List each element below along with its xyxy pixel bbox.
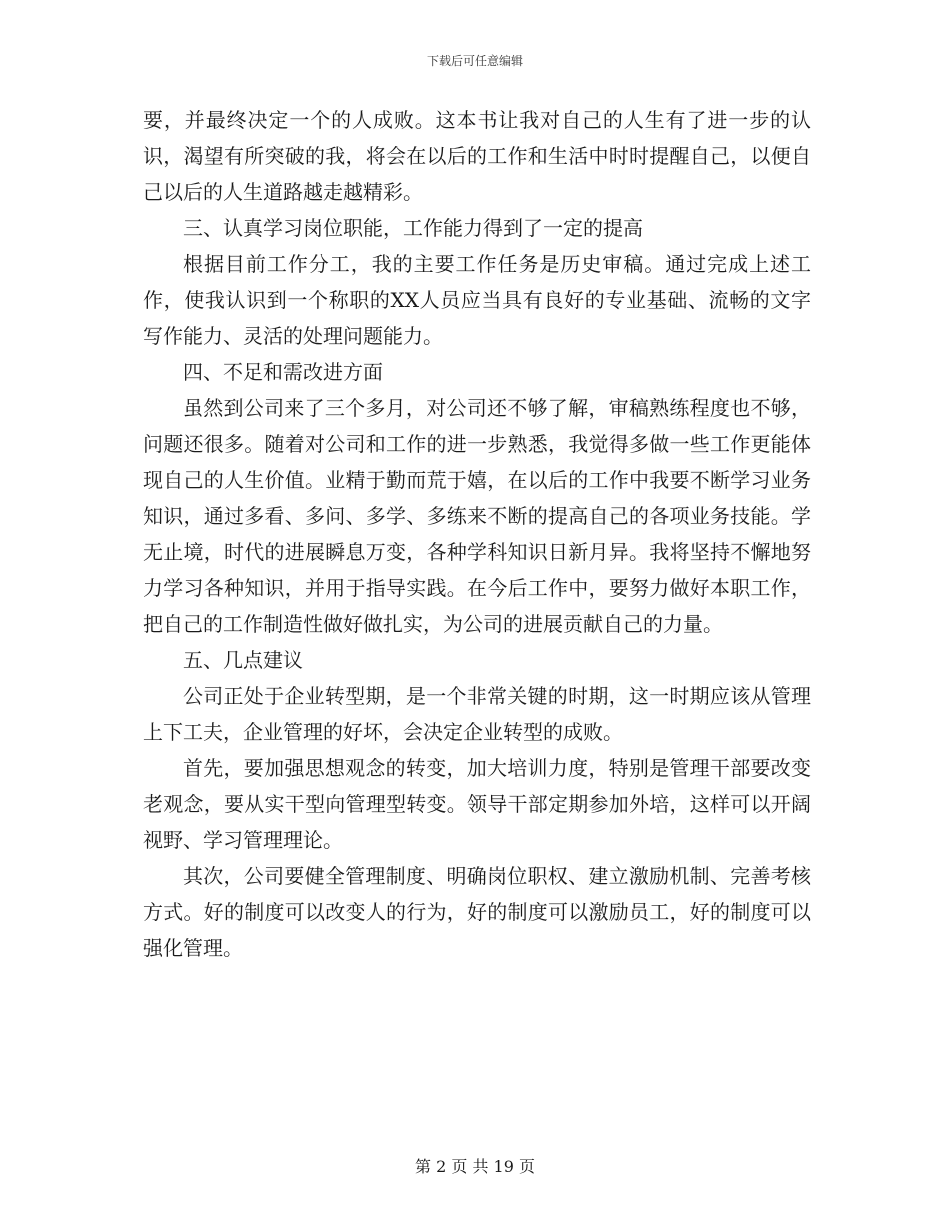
paragraph-intro-continuation: 要，并最终决定一个的人成败。这本书让我对自己的人生有了进一步的认识，渴望有所突破的我，将会在以后的工作和生活中时时提醒自己，以便自己以后的人生道路越走越精彩。 bbox=[143, 108, 811, 204]
page-header: 下载后可任意编辑 bbox=[426, 54, 523, 68]
document-body bbox=[143, 102, 811, 966]
paragraph-work-tasks: 根据目前工作分工，我的主要工作任务是历史审稿。通过完成上述工作，使我认识到一个称职的XX人员应当具有良好的专业基础、流畅的文字写作能力、灵活的处理问题能力。 bbox=[143, 252, 811, 348]
paragraph-first-suggestion: 首先，要加强思想观念的转变，加大培训力度，特别是管理干部要改变老观念，要从实干型向管理型转变。领导干部定期参加外培，这样可以开阔视野、学习管理理论。 bbox=[143, 756, 811, 852]
section-heading-five: 五、几点建议 bbox=[183, 648, 303, 672]
section-heading-three: 三、认真学习岗位职能，工作能力得到了一定的提高 bbox=[183, 216, 643, 240]
paragraph-shortcomings: 虽然到公司来了三个多月，对公司还不够了解，审稿熟练程度也不够，问题还很多。随着对公司和工作的进一步熟悉，我觉得多做一些工作更能体现自己的人生价值。业精于勤而荒于嬉，在以后的工作中我要不断学习业务知识，通过多看、多问、多学、多练来不断的提高自己的各项业务技能。学无止境，时代的进展瞬息万变，各种学科知识日新月异。我将坚持不懈地努力学习各种知识，并用于指导实践。在今后工作中，要努力做好本职工作，把自己的工作制造性做好做扎实，为公司的进展贡献自己的力量。 bbox=[143, 396, 811, 636]
paragraph-second-suggestion: 其次，公司要健全管理制度、明确岗位职权、建立激励机制、完善考核方式。好的制度可以改变人的行为，好的制度可以激励员工，好的制度可以强化管理。 bbox=[143, 864, 811, 960]
paragraph-transition-period: 公司正处于企业转型期，是一个非常关键的时期，这一时期应该从管理上下工夫，企业管理的好坏，会决定企业转型的成败。 bbox=[143, 684, 811, 744]
section-heading-four: 四、不足和需改进方面 bbox=[183, 360, 383, 384]
page-number: 第 2 页 共 19 页 bbox=[415, 1157, 535, 1176]
